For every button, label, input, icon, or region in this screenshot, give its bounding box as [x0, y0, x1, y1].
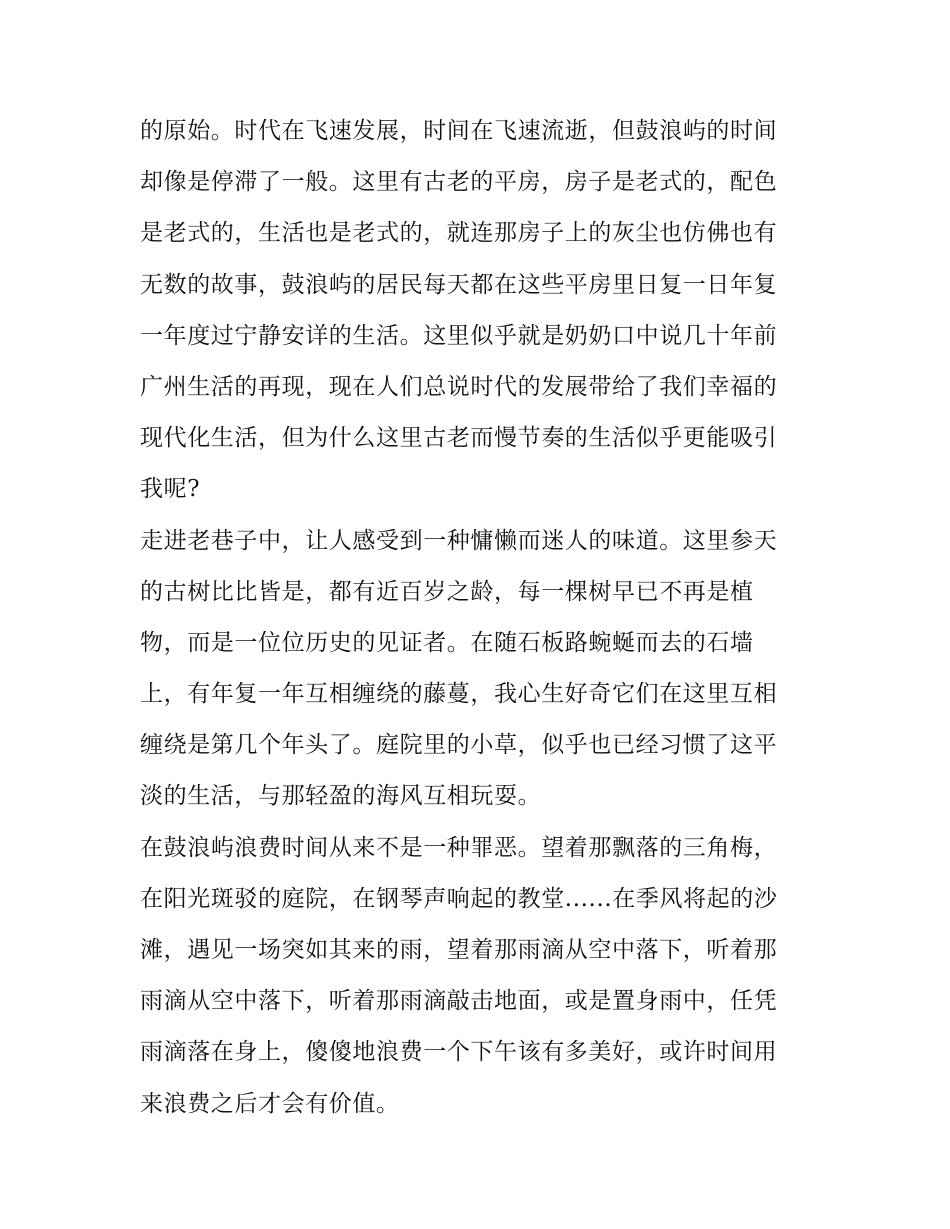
text-line: 淡的生活，与那轻盈的海风互相玩耍。 — [140, 783, 542, 810]
text-line: 我呢? — [140, 476, 201, 503]
text-line: 走进老巷子中，让人感受到一种慵懒而迷人的味道。这里参天 — [140, 527, 778, 554]
text-line: 一年度过宁静安详的生活。这里似乎就是奶奶口中说几十年前 — [140, 322, 778, 349]
text-line: 的古树比比皆是，都有近百岁之龄，每一棵树早已不再是植 — [140, 578, 754, 605]
text-line: 现代化生活，但为什么这里古老而慢节奏的生活似乎更能吸引 — [140, 425, 778, 452]
text-line: 雨滴落在身上，傻傻地浪费一个下午该有多美好，或许时间用 — [140, 1039, 778, 1066]
paragraph-1 — [140, 106, 812, 516]
paragraph-3 — [140, 823, 812, 1130]
text-line: 却像是停滞了一般。这里有古老的平房，房子是老式的，配色 — [140, 169, 778, 196]
document-body — [140, 106, 812, 1130]
text-line: 上，有年复一年互相缠绕的藤蔓，我心生好奇它们在这里互相 — [140, 681, 778, 708]
text-line: 是老式的，生活也是老式的，就连那房子上的灰尘也仿佛也有 — [140, 220, 778, 247]
text-line: 的原始。时代在飞速发展，时间在飞速流逝，但鼓浪屿的时间 — [140, 118, 778, 144]
text-line: 在鼓浪屿浪费时间从来不是一种罪恶。望着那飘落的三角梅， — [140, 834, 778, 861]
text-line: 物，而是一位位历史的见证者。在随石板路蜿蜒而去的石墙 — [140, 629, 754, 656]
paragraph-2 — [140, 516, 812, 823]
text-line: 在阳光斑驳的庭院，在钢琴声响起的教堂......在季风将起的沙 — [140, 885, 778, 912]
text-line: 雨滴从空中落下，听着那雨滴敲击地面，或是置身雨中，任凭 — [140, 988, 778, 1015]
text-line: 来浪费之后才会有价值。 — [140, 1090, 400, 1117]
text-line: 无数的故事，鼓浪屿的居民每天都在这些平房里日复一日年复 — [140, 271, 778, 298]
text-line: 缠绕是第几个年头了。庭院里的小草，似乎也已经习惯了这平 — [140, 732, 778, 759]
text-line: 广州生活的再现，现在人们总说时代的发展带给了我们幸福的 — [140, 373, 778, 400]
text-line: 滩，遇见一场突如其来的雨，望着那雨滴从空中落下，听着那 — [140, 937, 778, 963]
